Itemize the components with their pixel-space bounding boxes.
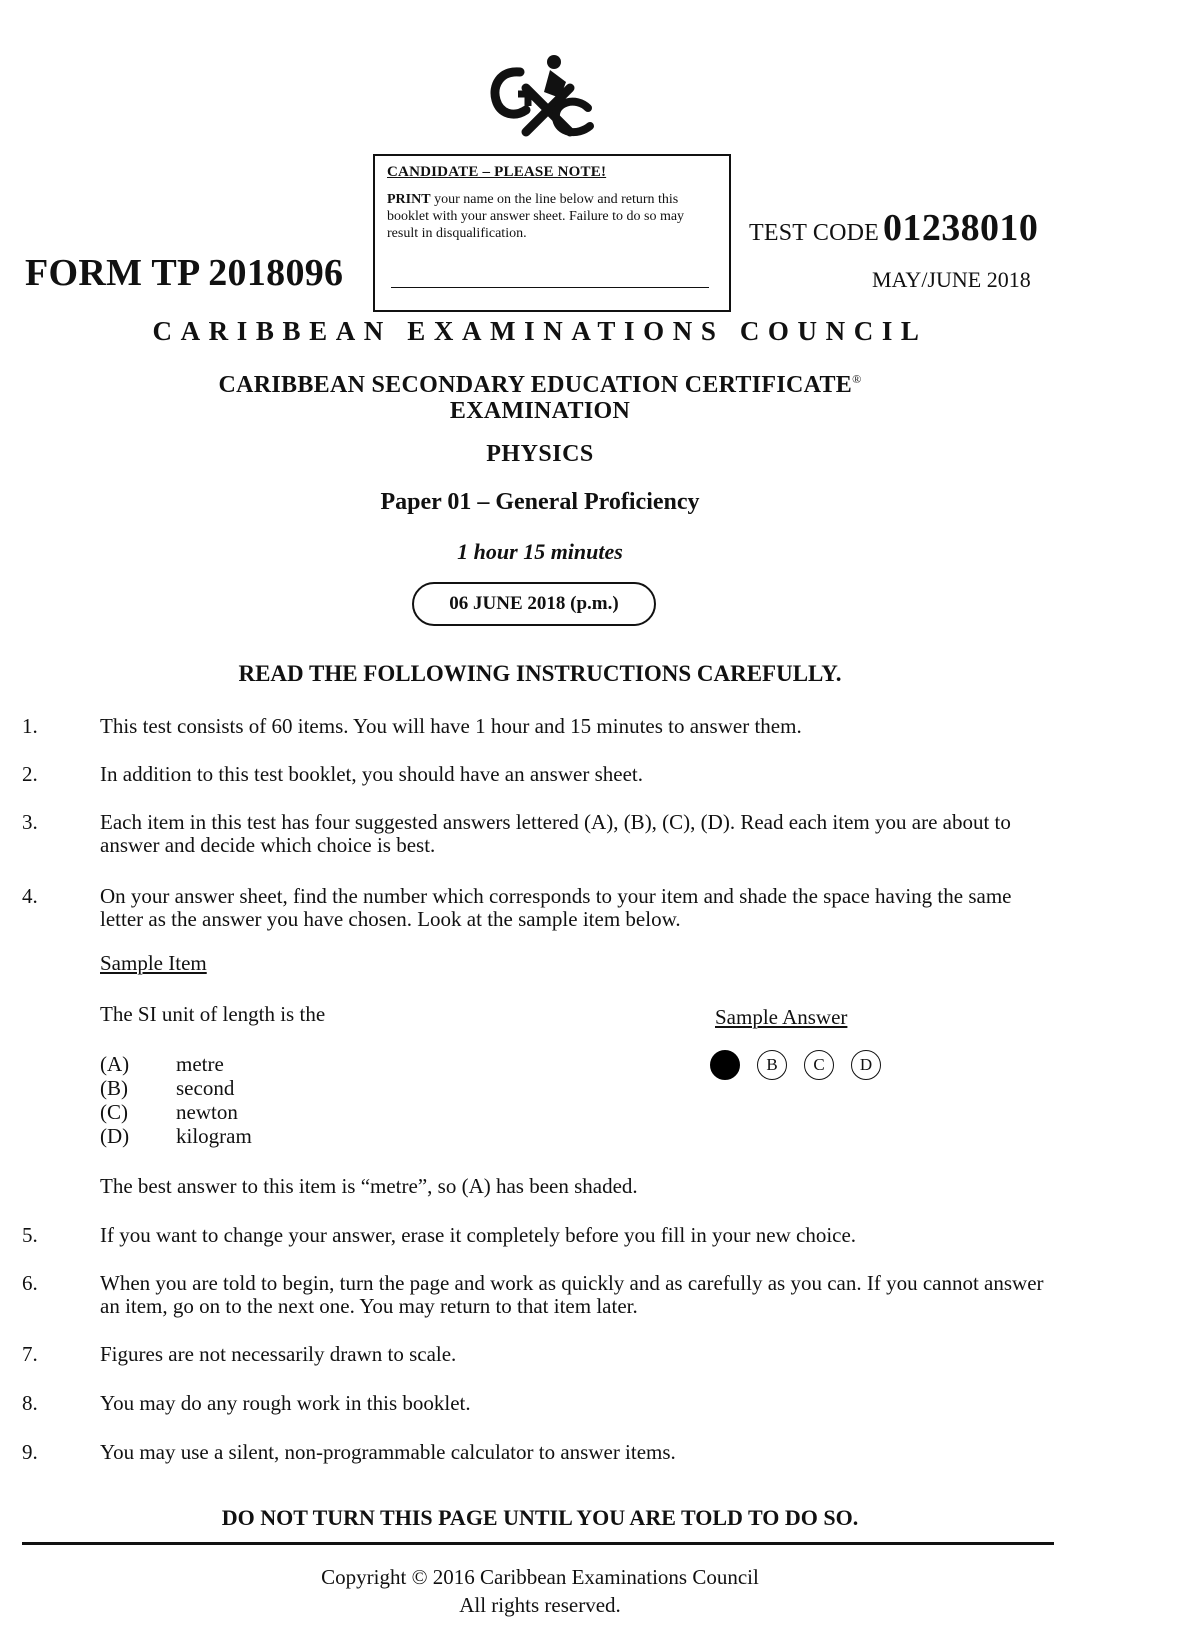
sample-answer-label: Sample Answer [715,1005,848,1029]
exam-duration: 1 hour 15 minutes [457,539,623,564]
cxc-logo [480,52,600,140]
instruction-text: You may do any rough work in this booklet. [100,1391,471,1415]
exam-date: 06 JUNE 2018 (p.m.) [449,593,619,614]
answer-bubble-d: D [851,1050,881,1080]
instruction-item [22,885,1052,931]
notice-print-word: PRINT [387,192,431,207]
instruction-number: 1. [22,714,38,738]
option-text: second [176,1076,235,1100]
option-text: metre [176,1052,224,1076]
instruction-item [22,1392,1052,1415]
sample-item-stem: The SI unit of length is the [100,1002,326,1026]
notice-title: CANDIDATE – PLEASE NOTE! [387,164,607,180]
sample-item-label: Sample Item [100,951,207,975]
copyright-notice [0,1563,1080,1619]
registered-mark: ® [852,372,862,386]
rights-line: All rights reserved. [459,1593,621,1617]
option-letter: (A) [100,1052,130,1076]
paper-title: Paper 01 – General Proficiency [380,489,700,515]
instruction-text: This test consists of 60 items. You will have 1 hour and 15 minutes to answer them. [100,714,802,738]
sample-explanation: The best answer to this item is “metre”, so (A) has been shaded. [100,1174,638,1198]
option-letter: (D) [100,1124,130,1148]
instruction-number: 6. [22,1271,38,1295]
instruction-item [22,1272,1052,1318]
sample-options [100,1052,252,1148]
instruction-text: Figures are not necessarily drawn to scale. [100,1342,457,1366]
sample-answer-bubbles [710,1050,898,1080]
instruction-item [22,1224,1052,1247]
instruction-number: 3. [22,810,38,834]
form-number: FORM TP 2018096 [25,252,344,294]
copyright-line: Copyright © 2016 Caribbean Examinations Council [321,1565,759,1589]
instruction-text: In addition to this test booklet, you should have an answer sheet. [100,762,643,786]
instruction-text: You may use a silent, non-programmable calculator to answer items. [100,1440,676,1464]
instruction-item [22,1343,1052,1366]
subject-title: PHYSICS [486,441,594,467]
instruction-number: 8. [22,1391,38,1415]
option-letter: (B) [100,1076,128,1100]
instruction-number: 5. [22,1223,38,1247]
answer-bubble-a-shaded [710,1050,740,1080]
instruction-number: 9. [22,1440,38,1464]
candidate-notice-box [373,154,731,312]
answer-bubble-b: B [757,1050,787,1080]
option-text: newton [176,1100,238,1124]
certificate-line-2: EXAMINATION [449,398,631,424]
test-code [749,206,1038,250]
footer-divider [22,1542,1054,1545]
instruction-text: If you want to change your answer, erase it completely before you fill in your new choice. [100,1223,857,1247]
exam-date-box [412,582,656,626]
certificate-line-1: CARIBBEAN SECONDARY EDUCATION CERTIFICATE [218,372,853,398]
sample-option [100,1076,252,1100]
option-text: kilogram [176,1124,252,1148]
instructions-heading: READ THE FOLLOWING INSTRUCTIONS CAREFULLY. [238,661,842,686]
exam-sitting: MAY/JUNE 2018 [872,267,1031,292]
instruction-number: 7. [22,1342,38,1366]
instruction-item [22,811,1052,857]
instruction-number: 2. [22,762,38,786]
candidate-name-line[interactable] [391,287,709,288]
instruction-number: 4. [22,884,38,908]
notice-text: your name on the line below and return this booklet with your answer sheet. Failure to do so may result in disqualification. [387,192,685,241]
notice-body [387,191,717,242]
do-not-turn-warning: DO NOT TURN THIS PAGE UNTIL YOU ARE TOLD TO DO SO. [221,1505,859,1530]
sample-option [100,1052,252,1076]
instruction-item [22,715,1052,738]
option-letter: (C) [100,1100,128,1124]
instruction-text: Each item in this test has four suggested answers lettered (A), (B), (C), (D). Read each item you are about to answer and decide which choice is best. [100,810,1011,857]
council-name: CARIBBEAN EXAMINATIONS COUNCIL [152,316,928,346]
test-code-label: TEST CODE [749,220,880,246]
cxc-logo-graphic [480,52,600,140]
instruction-item [22,763,1052,786]
certificate-title [0,366,1080,424]
test-code-number: 01238010 [883,207,1039,249]
instruction-text: On your answer sheet, find the number which corresponds to your item and shade the space having the same letter as the answer you have chosen. Look at the sample item below. [100,884,1012,931]
answer-bubble-c: C [804,1050,834,1080]
sample-option [100,1100,252,1124]
instruction-item [22,1441,1052,1464]
sample-option [100,1124,252,1148]
instruction-text: When you are told to begin, turn the page and work as quickly and as carefully as you can. If you cannot answer an item, go on to the next one. You may return to that item later. [100,1271,1044,1318]
